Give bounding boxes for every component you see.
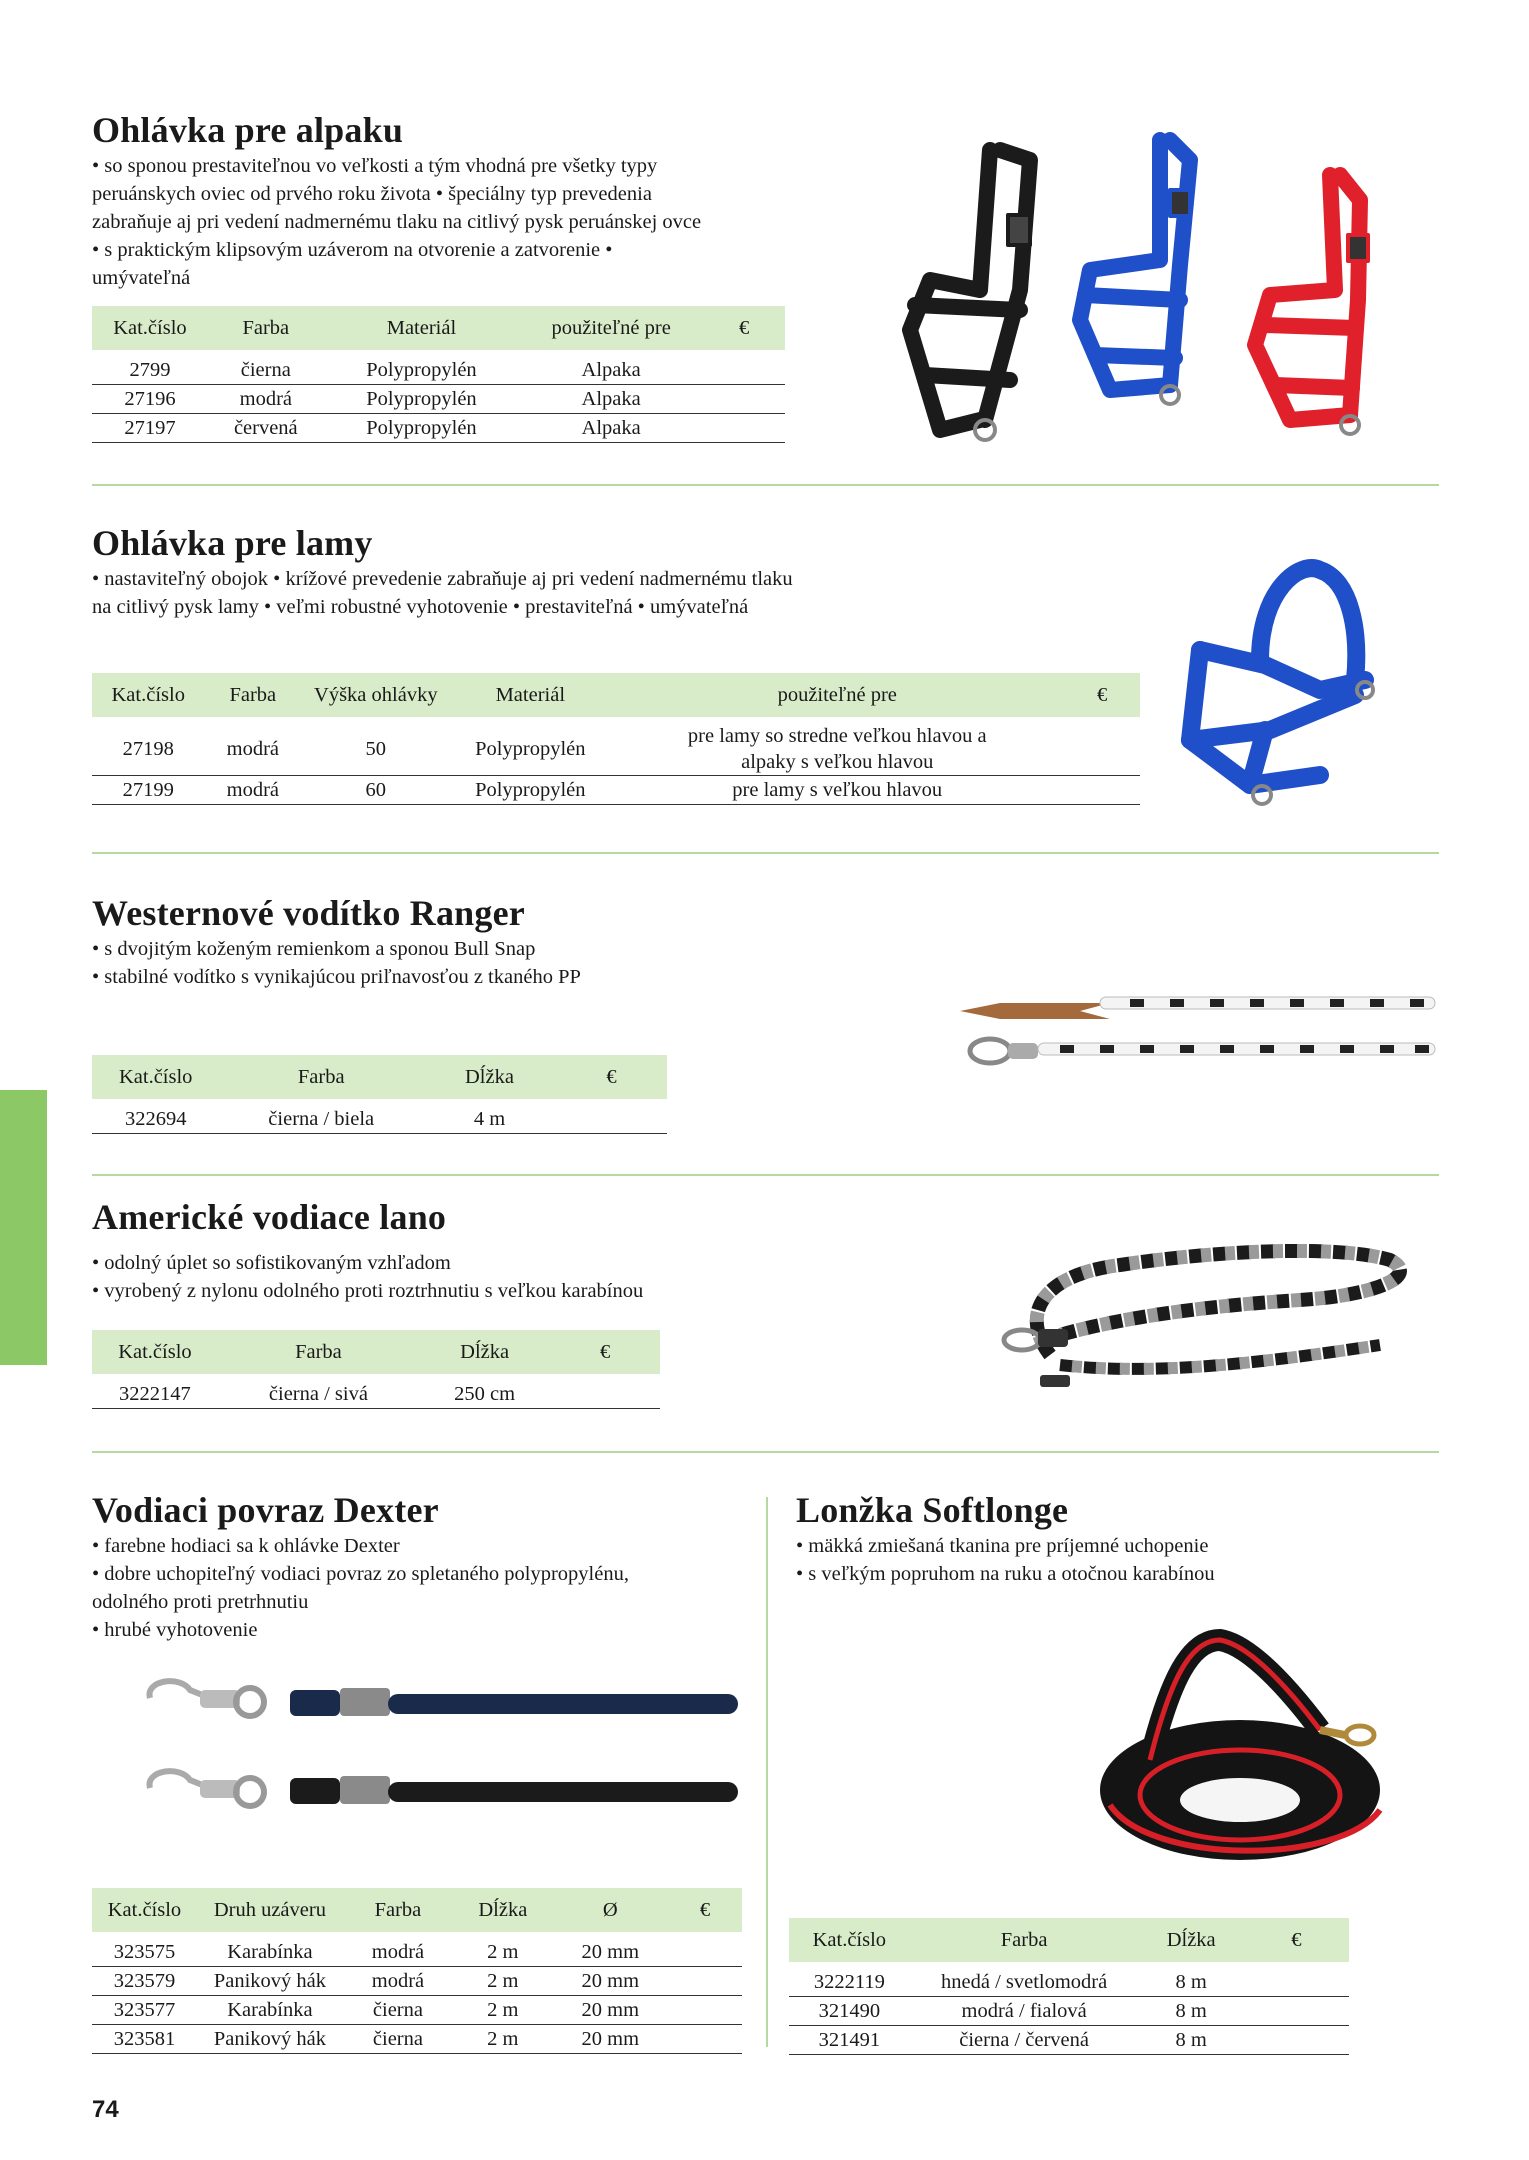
table-row — [92, 717, 1140, 776]
bullet-line: peruánskych oviec od prvého roku života • špeciálny typ prevedenia — [92, 183, 652, 205]
table-cell: čierna / biela — [219, 1099, 423, 1134]
table-cell: 20 mm — [553, 1996, 668, 2025]
table-header-row — [92, 1330, 660, 1374]
table-cell: 3222147 — [92, 1374, 218, 1409]
bullet-line: • dobre uchopiteľný vodiaci povraz zo spletaného polypropylénu, — [92, 1563, 629, 1585]
table-cell: 27197 — [92, 414, 208, 443]
col-header: Farba — [204, 673, 301, 717]
bullet-line: • s veľkým popruhom na ruku a otočnou karabínou — [796, 1563, 1215, 1585]
table-cell: 27199 — [92, 776, 204, 805]
col-header: Dĺžka — [1139, 1918, 1244, 1962]
bullet-list — [92, 565, 992, 621]
table-cell: 2 m — [453, 1996, 553, 2025]
col-header: € — [1064, 673, 1140, 717]
table-header-row — [789, 1918, 1349, 1962]
chapter-side-tab — [0, 1090, 47, 1365]
table-cell: Panikový hák — [197, 1967, 343, 1996]
bullet-list — [92, 152, 812, 292]
page-number: 74 — [92, 2096, 119, 2123]
table-cell: Polypropylén — [324, 350, 519, 385]
bullet-line: • so sponou prestaviteľnou vo veľkosti a tým vhodná pre všetky typy — [92, 155, 658, 177]
table-cell: Polypropylén — [450, 717, 610, 776]
bullet-list — [92, 935, 892, 991]
spec-table-dexter — [92, 1888, 742, 2054]
table-row — [92, 1374, 660, 1409]
table-cell: Polypropylén — [324, 385, 519, 414]
col-header: Dĺžka — [419, 1330, 550, 1374]
halter-black — [910, 150, 1030, 440]
table-cell: 2 m — [453, 2025, 553, 2054]
section-ranger — [92, 891, 892, 991]
table-cell — [1244, 2026, 1349, 2055]
table-row — [92, 1967, 742, 1996]
table-cell: 4 m — [423, 1099, 556, 1134]
table-row — [92, 414, 785, 443]
table-cell — [1064, 717, 1140, 776]
table-cell: modrá — [208, 385, 324, 414]
bullet-line: • vyrobený z nylonu odolného proti roztrhnutiu s veľkou karabínou — [92, 1280, 644, 1302]
col-header: € — [550, 1330, 660, 1374]
table-cell: Karabínka — [197, 1996, 343, 2025]
table-cell: 322694 — [92, 1099, 219, 1134]
table-row — [92, 385, 785, 414]
col-header: Kat.číslo — [92, 673, 204, 717]
softlonge-image — [1090, 1620, 1410, 1880]
table-cell: modrá — [204, 776, 301, 805]
col-header: Ø — [553, 1888, 668, 1932]
col-header: Farba — [218, 1330, 419, 1374]
col-header: € — [556, 1055, 667, 1099]
table-cell: pre lamy so stredne veľkou hlavou a alpaky s veľkou hlavou — [610, 717, 1064, 776]
table-cell: Alpaka — [519, 414, 703, 443]
bullet-line: • s praktickým klipsovým uzáverom na otvorenie a zatvorenie • — [92, 239, 613, 261]
section-alpaka — [92, 108, 812, 292]
table-cell — [668, 1996, 742, 2025]
llama-halter-image — [1170, 550, 1410, 820]
table-cell — [668, 1967, 742, 1996]
table-row — [92, 350, 785, 385]
table-cell — [550, 1374, 660, 1409]
section-title: Lonžka Softlonge — [796, 1490, 1069, 1530]
table-row — [789, 1997, 1349, 2026]
table-cell — [668, 2025, 742, 2054]
col-header: € — [668, 1888, 742, 1932]
col-header: použiteľné pre — [519, 306, 703, 350]
spec-table-ranger — [92, 1055, 667, 1134]
col-header: Kat.číslo — [92, 306, 208, 350]
section-title: Vodiaci povraz Dexter — [92, 1490, 439, 1530]
section-divider — [92, 852, 1439, 854]
table-cell — [703, 414, 785, 443]
section-lamy — [92, 521, 992, 621]
alpaca-halters-image — [870, 130, 1410, 460]
table-cell: 250 cm — [419, 1374, 550, 1409]
table-cell: 60 — [301, 776, 450, 805]
col-header: Farba — [219, 1055, 423, 1099]
section-title: Ohlávka pre lamy — [92, 523, 373, 563]
col-header: Druh uzáveru — [197, 1888, 343, 1932]
table-cell: pre lamy s veľkou hlavou — [610, 776, 1064, 805]
braided-rope-image — [1000, 1225, 1410, 1405]
table-row — [92, 1996, 742, 2025]
col-header: Dĺžka — [453, 1888, 553, 1932]
col-header: Materiál — [450, 673, 610, 717]
table-cell: čierna / sivá — [218, 1374, 419, 1409]
table-cell: 323579 — [92, 1967, 197, 1996]
col-header: Kat.číslo — [92, 1888, 197, 1932]
ranger-lead-image — [960, 985, 1440, 1075]
table-cell: 8 m — [1139, 1962, 1244, 1997]
spec-table-alpaka — [92, 306, 785, 443]
dexter-rope-black — [150, 1771, 738, 1806]
bullet-line: • odolný úplet so sofistikovaným vzhľadom — [92, 1252, 451, 1274]
table-cell: 323581 — [92, 2025, 197, 2054]
table-cell: 20 mm — [553, 2025, 668, 2054]
dexter-rope-blue — [150, 1681, 738, 1716]
table-cell — [703, 350, 785, 385]
bullet-line: • hrubé vyhotovenie — [92, 1619, 258, 1641]
table-cell: 27196 — [92, 385, 208, 414]
section-americke — [92, 1195, 892, 1305]
section-divider — [92, 1174, 1439, 1176]
table-cell — [1244, 1962, 1349, 1997]
table-cell: Karabínka — [197, 1932, 343, 1967]
table-cell — [556, 1099, 667, 1134]
table-cell: 321490 — [789, 1997, 910, 2026]
halter-blue — [1080, 140, 1190, 404]
table-cell: Alpaka — [519, 385, 703, 414]
table-cell: 2 m — [453, 1967, 553, 1996]
table-cell — [1244, 1997, 1349, 2026]
bullet-line: • nastaviteľný obojok • krížové prevedenie zabraňuje aj pri vedení nadmernému tlaku — [92, 568, 793, 590]
table-cell: 3222119 — [789, 1962, 910, 1997]
table-cell: Panikový hák — [197, 2025, 343, 2054]
table-cell: čierna — [208, 350, 324, 385]
table-header-row — [92, 673, 1140, 717]
bullet-line: • stabilné vodítko s vynikajúcou priľnavosťou z tkaného PP — [92, 966, 581, 988]
table-cell: 8 m — [1139, 2026, 1244, 2055]
col-header: použiteľné pre — [610, 673, 1064, 717]
table-cell — [1064, 776, 1140, 805]
table-cell: čierna — [343, 2025, 453, 2054]
col-header: Kat.číslo — [789, 1918, 910, 1962]
bullet-line: na citlivý pysk lamy • veľmi robustné vyhotovenie • prestaviteľná • umývateľná — [92, 596, 749, 618]
bullet-list — [92, 1532, 752, 1644]
table-header-row — [92, 1888, 742, 1932]
col-header: Kat.číslo — [92, 1330, 218, 1374]
table-cell: 20 mm — [553, 1932, 668, 1967]
table-cell: modrá — [343, 1967, 453, 1996]
section-dexter — [92, 1488, 752, 1644]
col-header: Dĺžka — [423, 1055, 556, 1099]
bullet-line: umývateľná — [92, 267, 191, 289]
table-row — [789, 1962, 1349, 1997]
table-cell: hnedá / svetlomodrá — [910, 1962, 1139, 1997]
col-header: € — [1244, 1918, 1349, 1962]
col-header: Materiál — [324, 306, 519, 350]
col-header: Kat.číslo — [92, 1055, 219, 1099]
table-cell: modrá / fialová — [910, 1997, 1139, 2026]
col-header: Farba — [208, 306, 324, 350]
section-title: Westernové vodítko Ranger — [92, 893, 525, 933]
bullet-list — [796, 1532, 1436, 1588]
bullet-line: odolného proti pretrhnutiu — [92, 1591, 309, 1613]
table-cell: 50 — [301, 717, 450, 776]
col-header: € — [703, 306, 785, 350]
table-cell: 27198 — [92, 717, 204, 776]
bullet-line: zabraňuje aj pri vedení nadmernému tlaku na citlivý pysk peruánskej ovce — [92, 211, 702, 233]
table-row — [789, 2026, 1349, 2055]
spec-table-americke — [92, 1330, 660, 1409]
table-cell: Polypropylén — [450, 776, 610, 805]
table-cell: 2799 — [92, 350, 208, 385]
spec-table-lamy — [92, 673, 1140, 805]
dexter-ropes-image — [140, 1660, 750, 1830]
table-cell — [703, 385, 785, 414]
table-row — [92, 1099, 667, 1134]
table-cell: čierna — [343, 1996, 453, 2025]
spec-table-softlonge — [789, 1918, 1349, 2055]
table-row — [92, 2025, 742, 2054]
table-cell: 323575 — [92, 1932, 197, 1967]
table-cell: červená — [208, 414, 324, 443]
table-cell: 20 mm — [553, 1967, 668, 1996]
table-header-row — [92, 1055, 667, 1099]
section-title: Ohlávka pre alpaku — [92, 110, 404, 150]
section-softlonge — [796, 1488, 1436, 1588]
bullet-list — [92, 1249, 892, 1305]
section-divider — [92, 484, 1439, 486]
table-cell: 321491 — [789, 2026, 910, 2055]
section-divider — [92, 1451, 1439, 1453]
column-divider — [766, 1497, 768, 2047]
table-row — [92, 776, 1140, 805]
col-header: Výška ohlávky — [301, 673, 450, 717]
table-cell: 323577 — [92, 1996, 197, 2025]
table-header-row — [92, 306, 785, 350]
col-header: Farba — [343, 1888, 453, 1932]
table-cell: 2 m — [453, 1932, 553, 1967]
col-header: Farba — [910, 1918, 1139, 1962]
section-title: Americké vodiace lano — [92, 1197, 447, 1237]
halter-red — [1255, 175, 1368, 434]
table-cell — [668, 1932, 742, 1967]
table-cell: modrá — [204, 717, 301, 776]
bullet-line: • s dvojitým koženým remienkom a sponou Bull Snap — [92, 938, 536, 960]
table-row — [92, 1932, 742, 1967]
table-cell: 8 m — [1139, 1997, 1244, 2026]
table-cell: modrá — [343, 1932, 453, 1967]
table-cell: čierna / červená — [910, 2026, 1139, 2055]
table-cell: Polypropylén — [324, 414, 519, 443]
bullet-line: • farebne hodiaci sa k ohlávke Dexter — [92, 1535, 400, 1557]
bullet-line: • mäkká zmiešaná tkanina pre príjemné uchopenie — [796, 1535, 1209, 1557]
table-cell: Alpaka — [519, 350, 703, 385]
